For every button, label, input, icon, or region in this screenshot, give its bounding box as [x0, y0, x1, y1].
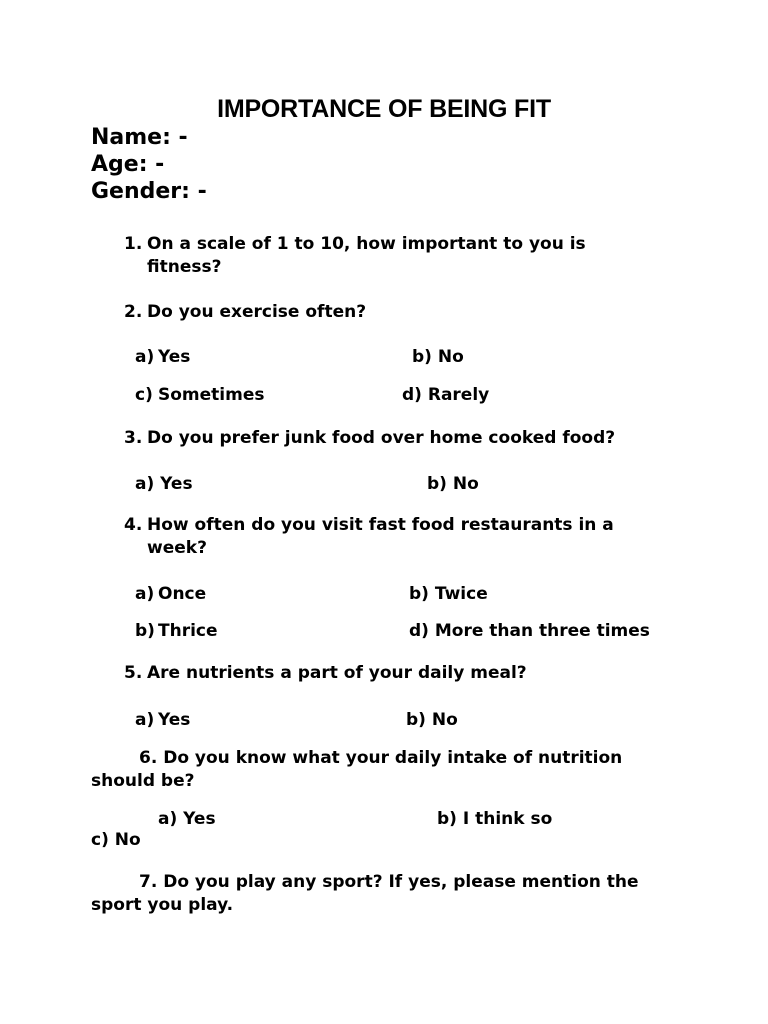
question-text: Do you exercise often?	[147, 302, 367, 322]
name-field: Name: -	[91, 125, 188, 150]
question-number: 4.	[124, 515, 143, 535]
option-label: c) No	[91, 830, 141, 850]
document-title: IMPORTANCE OF BEING FIT	[217, 95, 551, 123]
option-label: d) More than three times	[409, 621, 650, 641]
option-label: d) Rarely	[402, 385, 490, 405]
question-text: On a scale of 1 to 10, how important to you is fitness?	[147, 234, 586, 277]
option-label: Once	[158, 584, 207, 604]
option-label: b) Twice	[409, 584, 488, 604]
question-7: 7. Do you play any sport? If yes, please mention the sport you play.	[91, 872, 639, 915]
option-label: a) Yes	[135, 474, 193, 494]
option-label: a) Yes	[158, 809, 216, 829]
question-text: How often do you visit fast food restaurants in a week?	[147, 515, 614, 558]
option-label: Yes	[158, 710, 191, 730]
question-number: 3.	[124, 428, 143, 448]
option-label: b) I think so	[437, 809, 553, 829]
question-number: 2.	[124, 302, 143, 322]
gender-field: Gender: -	[91, 179, 207, 204]
option-label: Thrice	[158, 621, 218, 641]
question-6: 6. Do you know what your daily intake of nutrition should be?	[91, 748, 623, 791]
age-field: Age: -	[91, 152, 165, 177]
option-marker: c)	[135, 385, 153, 405]
option-label: b) No	[406, 710, 458, 730]
option-label: Sometimes	[158, 385, 265, 405]
question-number: 5.	[124, 663, 143, 683]
option-marker: a)	[135, 347, 155, 367]
option-label: b) No	[427, 474, 479, 494]
question-text: Do you prefer junk food over home cooked food?	[147, 428, 616, 448]
option-marker: a)	[135, 584, 155, 604]
option-marker: b)	[135, 621, 155, 641]
option-label: b) No	[412, 347, 464, 367]
option-marker: a)	[135, 710, 155, 730]
question-number: 1.	[124, 234, 143, 254]
option-label: Yes	[158, 347, 191, 367]
question-text: Are nutrients a part of your daily meal?	[147, 663, 527, 683]
